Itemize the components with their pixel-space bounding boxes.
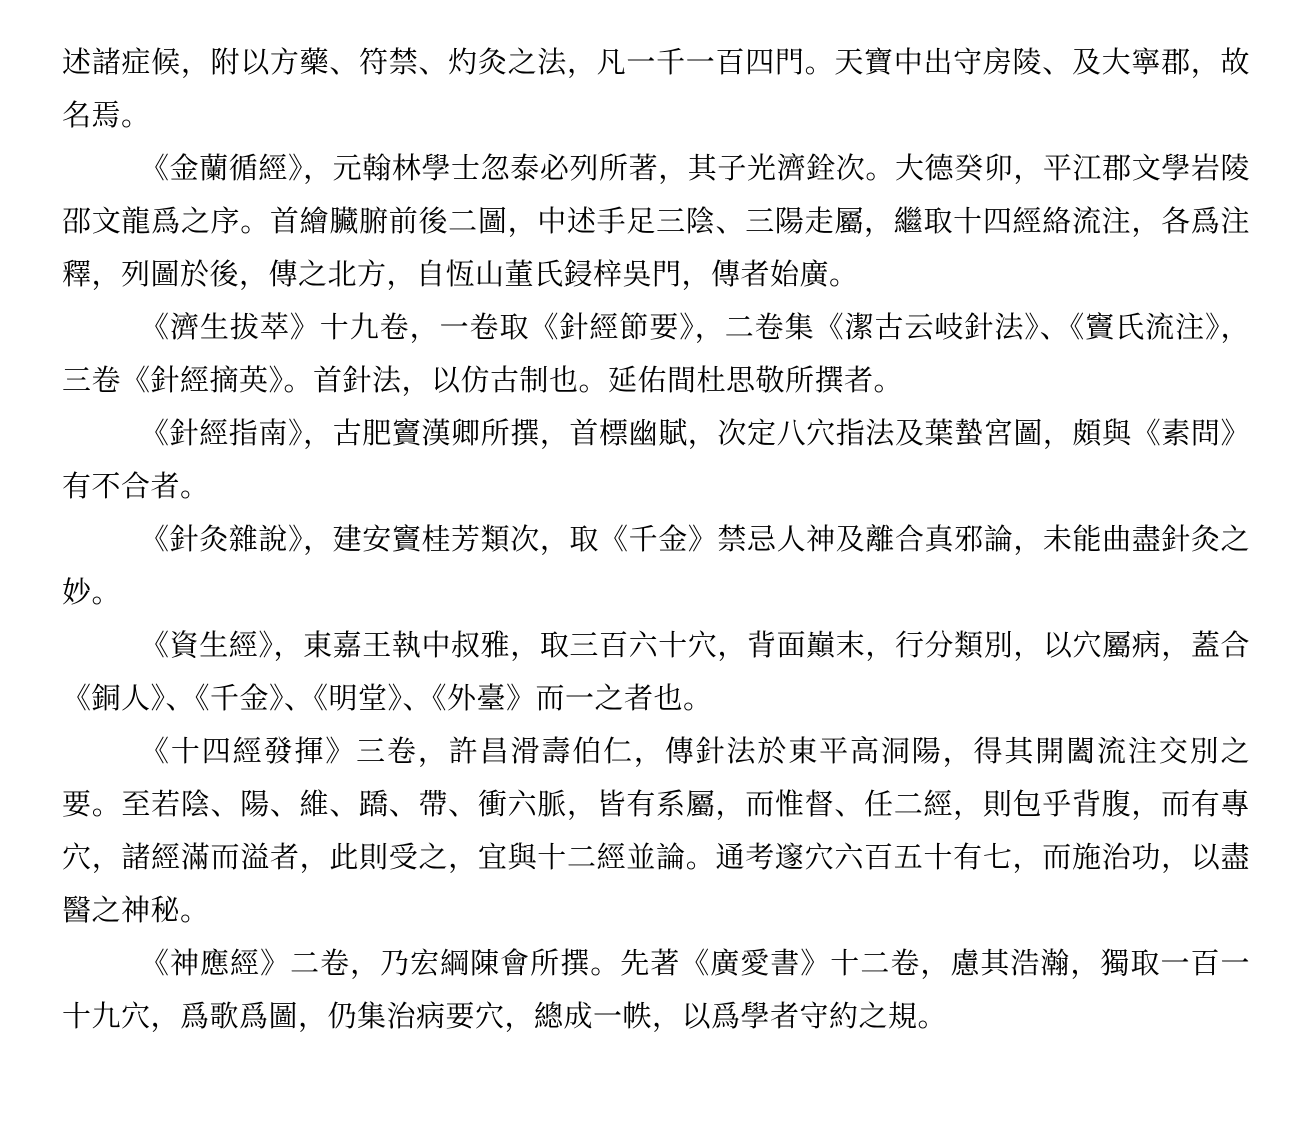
paragraph-zhenjiu-zashuo: 《針灸雜說》，建安竇桂芳類次，取《千金》禁忌人神及離合真邪論，未能曲盡針灸之妙。: [62, 522, 1250, 609]
paragraph-zisheng-jing: 《資生經》，東嘉王執中叔雅，取三百六十穴，背面巔末，行分類別，以穴屬病，蓋合《銅人》、《千金》、《明堂》、《外臺》而一之者也。: [62, 628, 1250, 715]
paragraph-zhenjing-zhinan: 《針經指南》，古肥竇漢卿所撰，首標幽賦，次定八穴指法及葉蟄宮圖，頗與《素問》有不合者。: [62, 416, 1250, 503]
paragraph-jinlan-xunjing: 《金蘭循經》，元翰林學士忽泰必列所著，其子光濟銓次。大德癸卯，平江郡文學岩陵邵文龍爲之序。首繪臟腑前後二圖，中述手足三陰、三陽走屬，繼取十四經絡流注，各爲注釋，列圖於後，傳之北方，自恆山董氏鋟梓吳門，傳者始廣。: [62, 151, 1250, 291]
paragraph-continuation: 述諸症候，附以方藥、符禁、灼灸之法，凡一千一百四門。天寶中出守房陵、及大寧郡，故名焉。: [62, 45, 1250, 132]
paragraph-jisheng-bacui: 《濟生拔萃》十九卷，一卷取《針經節要》，二卷集《潔古云岐針法》、《竇氏流注》，三卷《針經摘英》。首針法，以仿古制也。延佑間杜思敬所撰者。: [62, 310, 1250, 397]
document-page: [62, 36, 1250, 1043]
paragraph-shisi-jing-fahui: 《十四經發揮》三卷，許昌滑壽伯仁，傳針法於東平高洞陽，得其開闔流注交別之要。至若陰、陽、維、蹻、帶、衝六脈，皆有系屬，而惟督、任二經，則包乎背腹，而有專穴，諸經滿而溢者，此則受之，宜與十二經並論。通考邃穴六百五十有七，而施治功，以盡醫之神秘。: [62, 734, 1250, 927]
paragraph-shenying-jing: 《神應經》二卷，乃宏綱陳會所撰。先著《廣愛書》十二卷，慮其浩瀚，獨取一百一十九穴，爲歌爲圖，仍集治病要穴，總成一帙，以爲學者守約之規。: [62, 946, 1250, 1033]
